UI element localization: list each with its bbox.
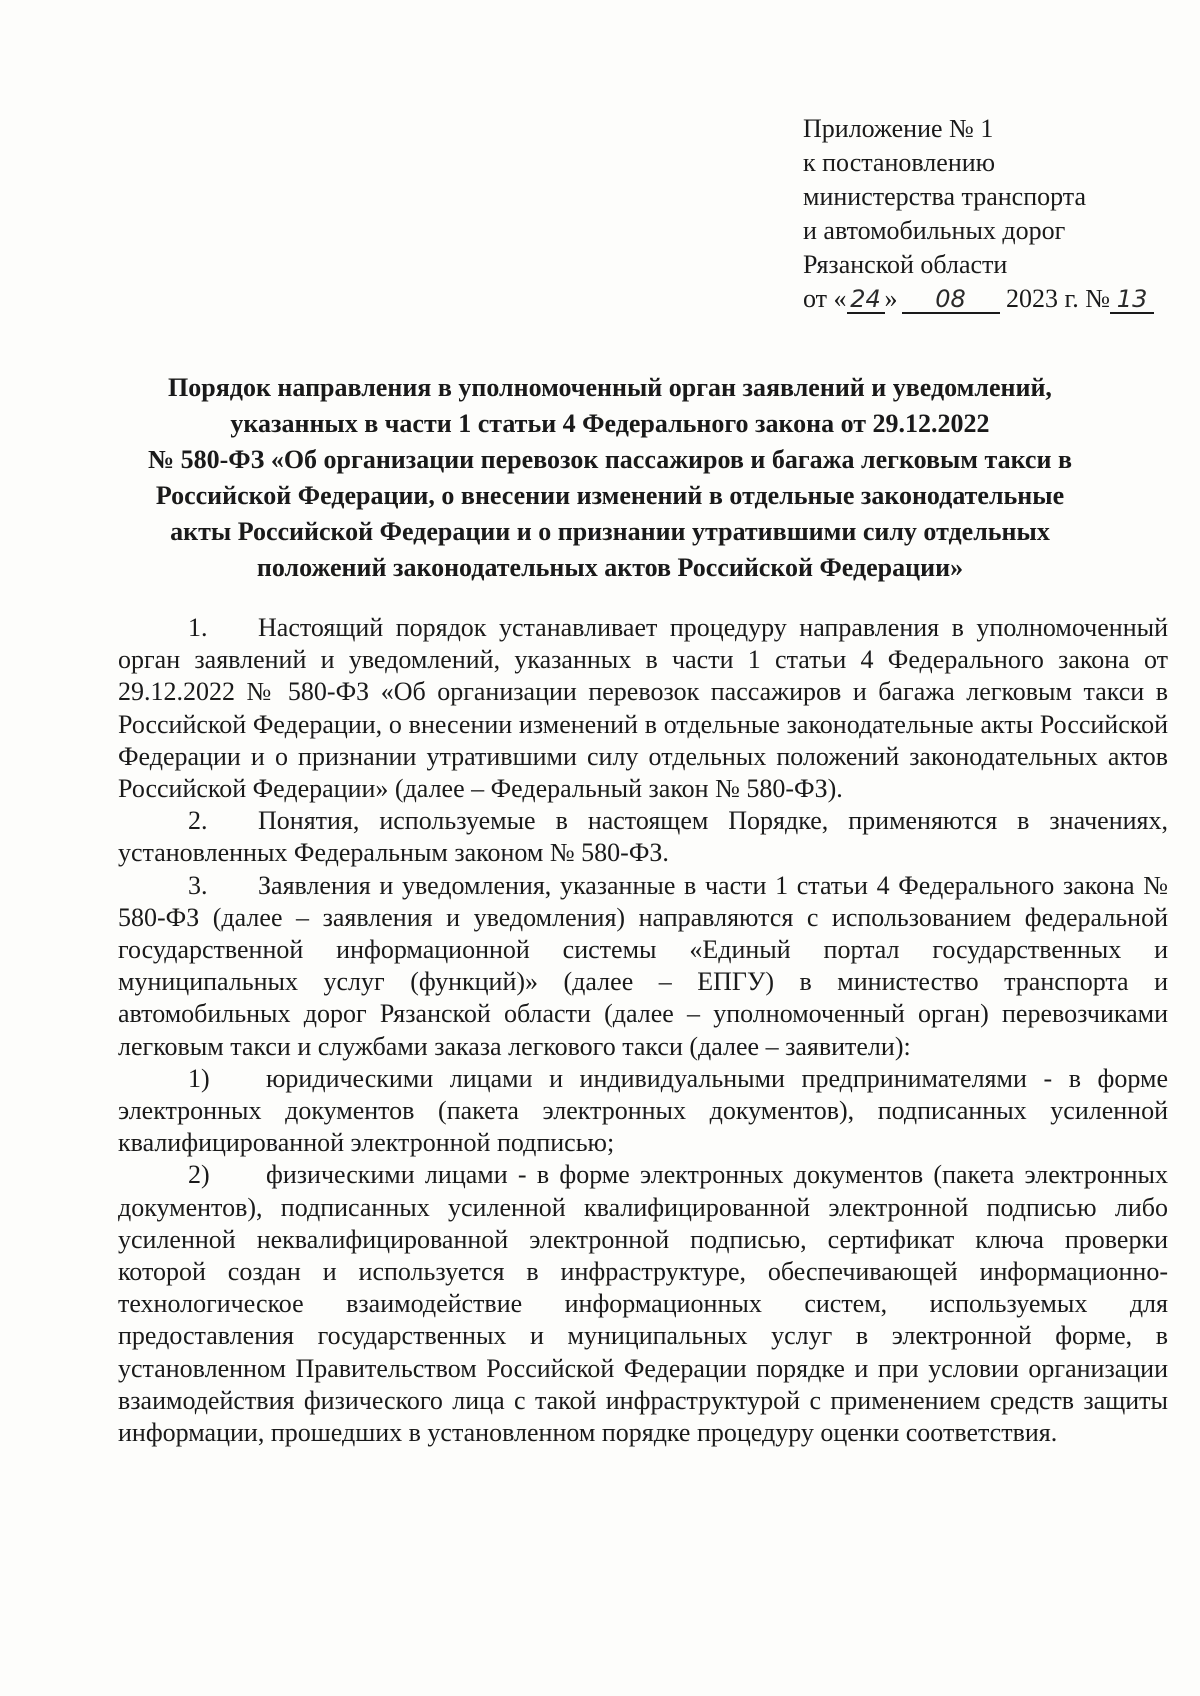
title-line: Порядок направления в уполномоченный орган заявлений и уведомлений, xyxy=(168,373,1052,402)
title-line: положений законодательных актов Российской Федерации» xyxy=(256,553,964,582)
paragraph-number: 1. xyxy=(188,613,208,642)
subparagraph-text: физическими лицами - в форме электронных документов (пакета электронных документов), подписанных усиленной квалифицированной электронной подписью либо усиленной неквалифицированной электронной подписью, сертификат ключа проверки которой создан и используется в инфраструктуре, обеспечивающей информационно-технологическое взаимодействие информационных систем, используемых для предоставления государственных и муниципальных услуг в электронной форме, в установленном Правительством Российской Федерации порядке и при условии организации взаимодействия физического лица с такой инфраструктурой с применением средств защиты информации, прошедших в установленном порядке процедуру оценки соответствия. xyxy=(118,1160,1168,1448)
subparagraph-number: 1) xyxy=(188,1063,210,1093)
paragraph-2 xyxy=(118,805,1168,869)
appendix-header xyxy=(803,112,1163,316)
paragraph-3 xyxy=(118,870,1168,1063)
document-number-handwritten: 13 xyxy=(1110,286,1154,314)
title-line: акты Российской Федерации и о признании утратившими силу отдельных xyxy=(170,517,1050,546)
paragraph-number: 2. xyxy=(188,806,208,836)
appendix-date-line xyxy=(803,282,1163,316)
document-body xyxy=(118,612,1168,1449)
date-day-handwritten: 24 xyxy=(847,286,885,314)
paragraph-text: Настоящий порядок устанавливает процедуру направления в уполномоченный орган заявлений и уведомлений, указанных в части 1 статьи 4 Федерального закона от 29.12.2022 № 580-ФЗ «Об организации перевозок пассажиров и багажа легковым такси в Российской Федерации, о внесении изменений в отдельные законодательные акты Российской Федерации и о признании утратившими силу отдельных положений законодательных актов Российской Федерации» (далее – Федеральный закон № 580-ФЗ). xyxy=(118,613,1168,804)
appendix-line: к постановлению xyxy=(803,148,996,177)
subparagraph-1 xyxy=(118,1063,1168,1160)
title-line: Российской Федерации, о внесении изменений в отдельные законодательные xyxy=(155,481,1065,510)
date-mid: » xyxy=(884,284,898,313)
appendix-line: Рязанской области xyxy=(803,250,1008,279)
subparagraph-number: 2) xyxy=(188,1160,210,1190)
title-line: указанных в части 1 статьи 4 Федерального закона от 29.12.2022 xyxy=(230,409,990,438)
document-title xyxy=(110,370,1110,586)
subparagraph-2 xyxy=(118,1159,1168,1449)
appendix-title: Приложение № 1 xyxy=(803,114,994,143)
date-year: 2023 г. № xyxy=(1006,284,1111,313)
paragraph-number: 3. xyxy=(188,870,208,900)
paragraph-1 xyxy=(118,612,1168,805)
date-month-handwritten: 08 xyxy=(902,286,1000,314)
subparagraph-text: юридическими лицами и индивидуальными предпринимателями - в форме электронных документов (пакета электронных документов), подписанных усиленной квалифицированной электронной подписью; xyxy=(118,1063,1168,1158)
date-prefix: от « xyxy=(803,284,847,313)
paragraph-text: Понятия, используемые в настоящем Порядке, применяются в значениях, установленных Федеральным законом № 580-ФЗ. xyxy=(118,806,1168,868)
appendix-line: и автомобильных дорог xyxy=(803,216,1066,245)
appendix-line: министерства транспорта xyxy=(803,182,1086,211)
paragraph-text: Заявления и уведомления, указанные в части 1 статьи 4 Федерального закона № 580-ФЗ (далее – заявления и уведомления) направляются с использованием федеральной государственной информационной системы «Единый портал государственных и муниципальных услуг (функций)» (далее – ЕПГУ) в министество транспорта и автомобильных дорог Рязанской области (далее – уполномоченный орган) перевозчиками легковым такси и службами заказа легкового такси (далее – заявители): xyxy=(118,870,1168,1061)
title-line: № 580-ФЗ «Об организации перевозок пассажиров и багажа легковым такси в xyxy=(147,445,1072,474)
